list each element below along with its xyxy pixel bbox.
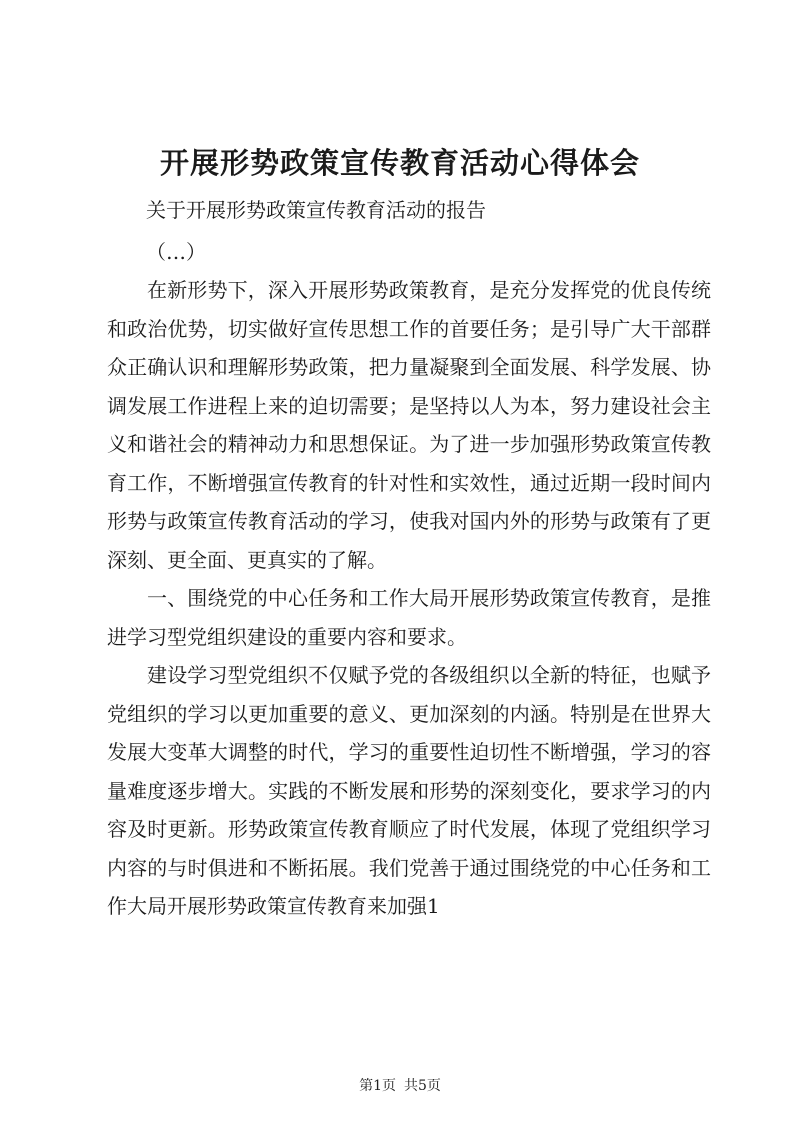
page-footer bbox=[0, 1076, 800, 1096]
paragraph-section-one-body: 建设学习型党组织不仅赋予党的各级组织以全新的特征，也赋予党组织的学习以更加重要的意义、更加深刻的内涵。特别是在世界大发展大变革大调整的时代，学习的重要性迫切性不断增强，学习的容量难度逐步增大。实践的不断发展和形势的深刻变化，要求学习的内容及时更新。形势政策宣传教育顺应了时代发展，体现了党组织学习内容的与时俱进和不断拓展。我们党善于通过围绕党的中心任务和工作大局开展形势政策宣传教育来加强1 bbox=[107, 663, 711, 918]
page-total: 共5页 bbox=[404, 1078, 441, 1094]
subtitle-ellipsis: （…） bbox=[146, 240, 206, 264]
paragraph-intro: 在新形势下，深入开展形势政策教育，是充分发挥党的优良传统和政治优势，切实做好宣传思想工作的首要任务；是引导广大干部群众正确认识和理解形势政策，把力量凝聚到全面发展、科学发展、协调发展工作进程上来的迫切需要；是坚持以人为本，努力建设社会主义和谐社会的精神动力和思想保证。为了进一步加强形势政策宣传教育工作，不断增强宣传教育的针对性和实效性，通过近期一段时间内形势与政策宣传教育活动的学习，使我对国内外的形势与政策有了更深刻、更全面、更真实的了解。 bbox=[107, 278, 711, 572]
page-number: 第1页 bbox=[359, 1078, 396, 1094]
document-title: 开展形势政策宣传教育活动心得体会 bbox=[159, 146, 640, 180]
document-subtitle: 关于开展形势政策宣传教育活动的报告 bbox=[146, 198, 486, 222]
document-body bbox=[107, 271, 711, 926]
paragraph-section-one-heading: 一、围绕党的中心任务和工作大局开展形势政策宣传教育，是推进学习型党组织建设的重要内容和要求。 bbox=[107, 586, 711, 649]
